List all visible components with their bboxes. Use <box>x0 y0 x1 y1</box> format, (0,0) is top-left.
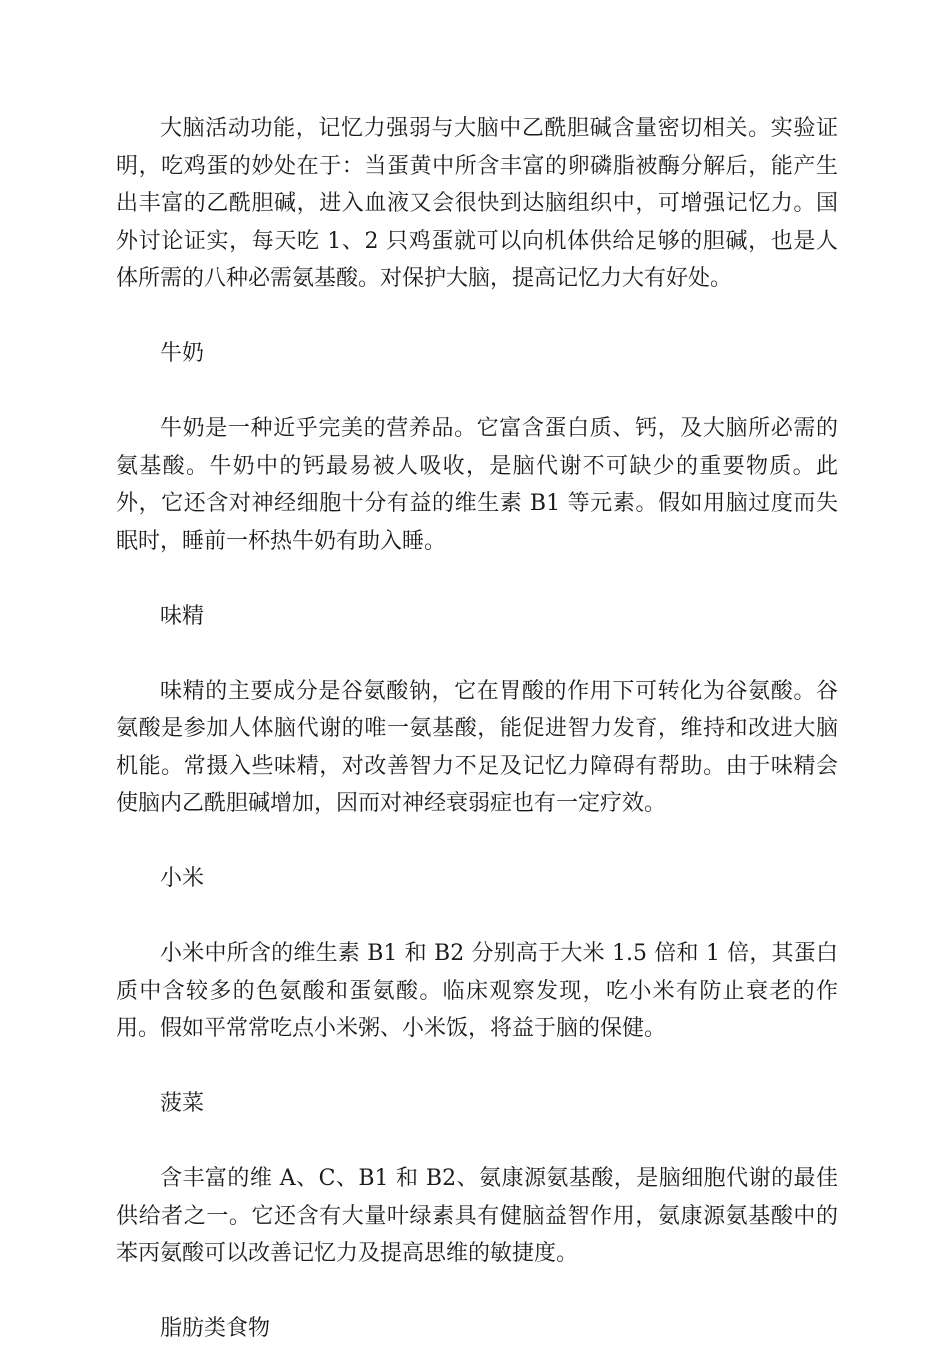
paragraph-spacer <box>116 635 838 673</box>
document-body <box>116 110 838 1348</box>
paragraph-msg: 味精的主要成分是谷氨酸钠，它在胃酸的作用下可转化为谷氨酸。谷氨酸是参加人体脑代谢的唯一氨基酸，能促进智力发育，维持和改进大脑机能。常摄入些味精，对改善智力不足及记忆力障碍有帮助。由于味精会使脑内乙酰胆碱增加，因而对神经衰弱症也有一定疗效。 <box>116 678 838 816</box>
paragraph-spacer <box>116 373 838 411</box>
paragraph-spacer <box>116 823 838 861</box>
heading-fatty-foods: 脂肪类食物 <box>160 1316 271 1341</box>
paragraph-spacer <box>116 898 838 936</box>
paragraph-spacer <box>116 1048 838 1086</box>
paragraph-eggs: 大脑活动功能，记忆力强弱与大脑中乙酰胆碱含量密切相关。实验证明，吃鸡蛋的妙处在于：当蛋黄中所含丰富的卵磷脂被酶分解后，能产生出丰富的乙酰胆碱，进入血液又会很快到达脑组织中，可增强记忆力。国外讨论证实，每天吃 1、2 只鸡蛋就可以向机体供给足够的胆碱，也是人体所需的八种必需氨基酸。对保护大脑，提高记忆力大有好处。 <box>116 116 838 291</box>
paragraph-millet: 小米中所含的维生素 B1 和 B2 分别高于大米 1.5 倍和 1 倍，其蛋白质中含较多的色氨酸和蛋氨酸。临床观察发现，吃小米有防止衰老的作用。假如平常常吃点小米粥、小米饭，将益于脑的保健。 <box>116 941 838 1041</box>
paragraph-spinach: 含丰富的维 A、C、B1 和 B2、氨康源氨基酸，是脑细胞代谢的最佳供给者之一。它还含有大量叶绿素具有健脑益智作用，氨康源氨基酸中的苯丙氨酸可以改善记忆力及提高思维的敏捷度。 <box>116 1166 838 1266</box>
paragraph-spacer <box>116 298 838 336</box>
heading-milk: 牛奶 <box>160 341 205 366</box>
heading-spinach: 菠菜 <box>160 1091 205 1116</box>
paragraph-spacer <box>116 1273 838 1311</box>
heading-millet: 小米 <box>160 866 205 891</box>
paragraph-spacer <box>116 560 838 598</box>
paragraph-milk: 牛奶是一种近乎完美的营养品。它富含蛋白质、钙，及大脑所必需的氨基酸。牛奶中的钙最易被人吸收，是脑代谢不可缺少的重要物质。此外，它还含对神经细胞十分有益的维生素 B1 等元素。假如用脑过度而失眠时，睡前一杯热牛奶有助入睡。 <box>116 416 838 554</box>
heading-msg: 味精 <box>160 603 205 629</box>
paragraph-spacer <box>116 1123 838 1161</box>
